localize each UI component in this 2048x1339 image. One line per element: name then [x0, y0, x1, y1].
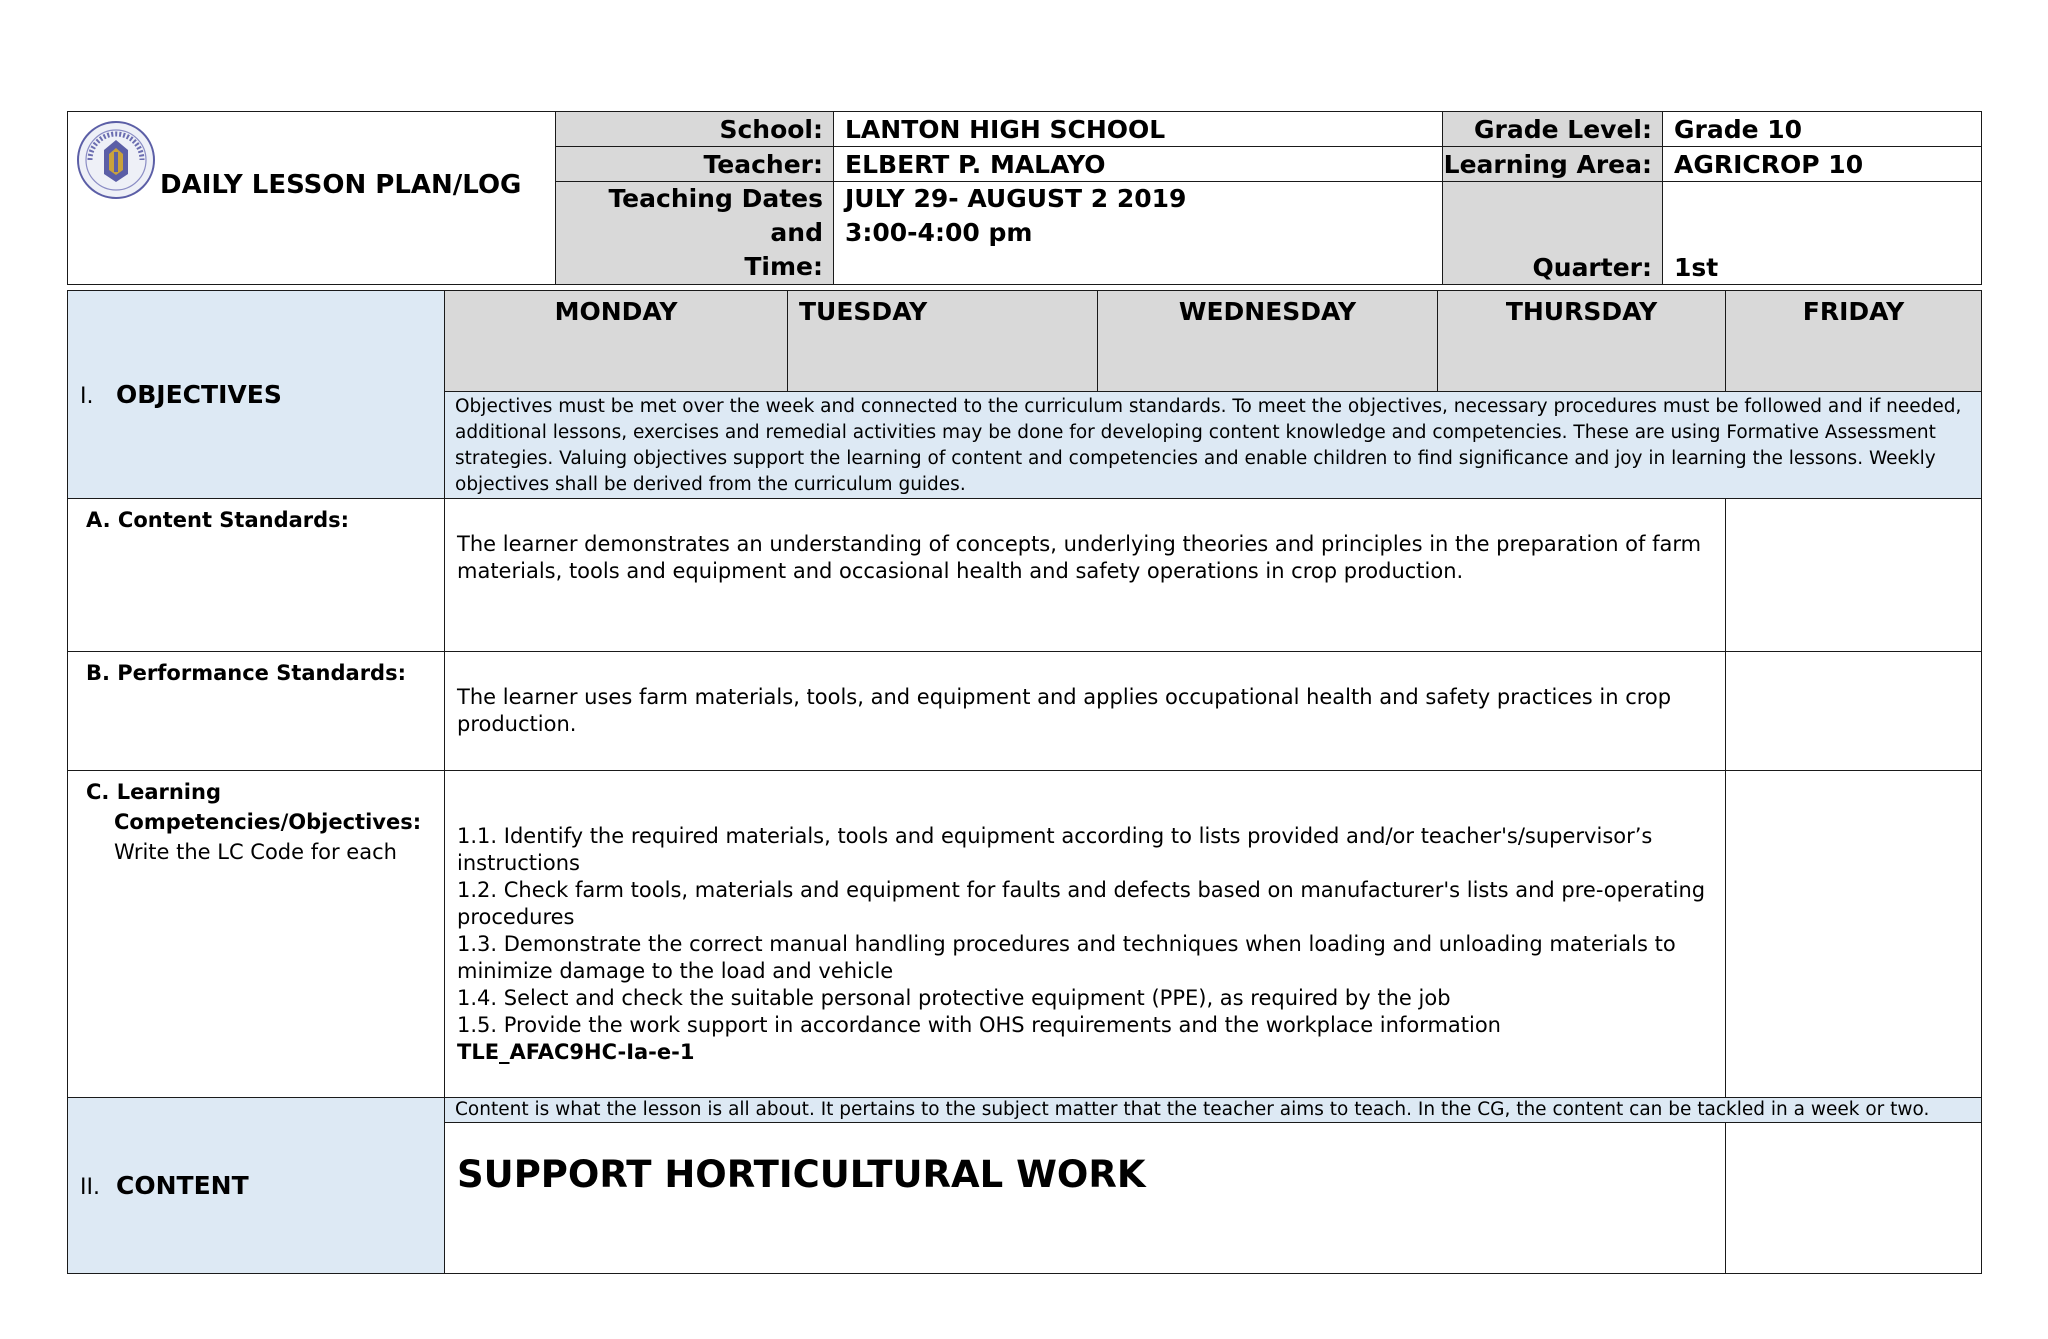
competency-item: 1.4. Select and check the suitable personal protective equipment (PPE), as required by the job — [457, 986, 1451, 1010]
competency-item: 1.1. Identify the required materials, tools and equipment according to lists provided and/or teacher's/supervisor’s instructions — [457, 824, 1653, 875]
teaching-dates-label — [556, 182, 834, 285]
school-value: LANTON HIGH SCHOOL — [834, 112, 1443, 147]
performance-standards-label: B. Performance Standards: — [68, 652, 445, 771]
competency-item: 1.5. Provide the work support in accordance with OHS requirements and the workplace information — [457, 1013, 1501, 1037]
competency-item: 1.2. Check farm tools, materials and equipment for faults and defects based on manufacturer's lists and pre-operating procedures — [457, 878, 1706, 929]
objectives-roman: I. — [80, 384, 94, 409]
teacher-label: Teacher: — [556, 147, 834, 182]
school-label: School: — [556, 112, 834, 147]
content-roman: II. — [80, 1175, 100, 1200]
objectives-note: Objectives must be met over the week and connected to the curriculum standards. To meet the objectives, necessary procedures must be followed and if needed, additional lessons, exercises and remedial activities may be done for developing content knowledge and competencies. These are using Formative Assessment strategies. Valuing objectives support the learning of content and competencies and enable children to find significance and joy in learning the lessons. Weekly objectives shall be derived from the curriculum guides. — [445, 392, 1982, 499]
teacher-value: ELBERT P. MALAYO — [834, 147, 1443, 182]
competencies-label-line2: Competencies/Objectives: — [114, 810, 422, 834]
teaching-dates-label-line1: Teaching Dates and — [608, 184, 823, 247]
content-heading — [68, 1098, 445, 1274]
performance-standards-text: The learner uses farm materials, tools, and equipment and applies occupational health and safety practices in crop production. — [445, 652, 1726, 771]
content-standards-label: A. Content Standards: — [68, 499, 445, 652]
header-table — [67, 111, 1982, 285]
grade-level-label: Grade Level: — [1443, 112, 1663, 147]
day-header-thursday: THURSDAY — [1438, 291, 1726, 392]
competencies-label — [68, 771, 445, 1098]
document-title: DAILY LESSON PLAN/LOG — [160, 170, 522, 200]
competency-item: 1.3. Demonstrate the correct manual handling procedures and techniques when loading and unloading materials to minimize damage to the load and vehicle — [457, 932, 1676, 983]
learning-area-label: Learning Area: — [1443, 147, 1663, 182]
learning-area-value: AGRICROP 10 — [1663, 147, 1982, 182]
competencies-label-line3: Write the LC Code for each — [114, 840, 397, 864]
content-topic: SUPPORT HORTICULTURAL WORK — [445, 1123, 1726, 1274]
quarter-label: Quarter: — [1443, 182, 1663, 285]
grade-level-value: Grade 10 — [1663, 112, 1982, 147]
day-header-wednesday: WEDNESDAY — [1098, 291, 1438, 392]
lc-code: TLE_AFAC9HC-Ia-e-1 — [457, 1040, 695, 1064]
objectives-heading — [68, 291, 445, 499]
day-header-friday: FRIDAY — [1726, 291, 1982, 392]
content-note: Content is what the lesson is all about. It pertains to the subject matter that the teacher aims to teach. In the CG, the content can be tackled in a week or two. — [445, 1098, 1982, 1123]
lesson-plan-table — [67, 290, 1982, 1274]
day-header-monday: MONDAY — [445, 291, 788, 392]
time-value: 3:00-4:00 pm — [845, 218, 1033, 247]
title-cell — [68, 112, 556, 285]
content-standards-friday-cell — [1726, 499, 1982, 652]
teaching-dates-value — [834, 182, 1443, 285]
competencies-label-line1: C. Learning — [86, 780, 221, 804]
objectives-title: OBJECTIVES — [116, 380, 282, 409]
quarter-value: 1st — [1663, 182, 1982, 285]
dates-value: JULY 29- AUGUST 2 2019 — [845, 184, 1187, 213]
competencies-friday-cell — [1726, 771, 1982, 1098]
content-standards-text: The learner demonstrates an understanding of concepts, underlying theories and principles in the preparation of farm materials, tools and equipment and occasional health and safety operations in crop production. — [445, 499, 1726, 652]
teaching-dates-label-line2: Time: — [744, 252, 823, 281]
day-header-tuesday: TUESDAY — [788, 291, 1098, 392]
deped-seal-icon — [76, 120, 156, 200]
content-friday-cell — [1726, 1123, 1982, 1274]
performance-standards-friday-cell — [1726, 652, 1982, 771]
content-title: CONTENT — [116, 1171, 249, 1200]
competencies-list — [445, 771, 1726, 1098]
